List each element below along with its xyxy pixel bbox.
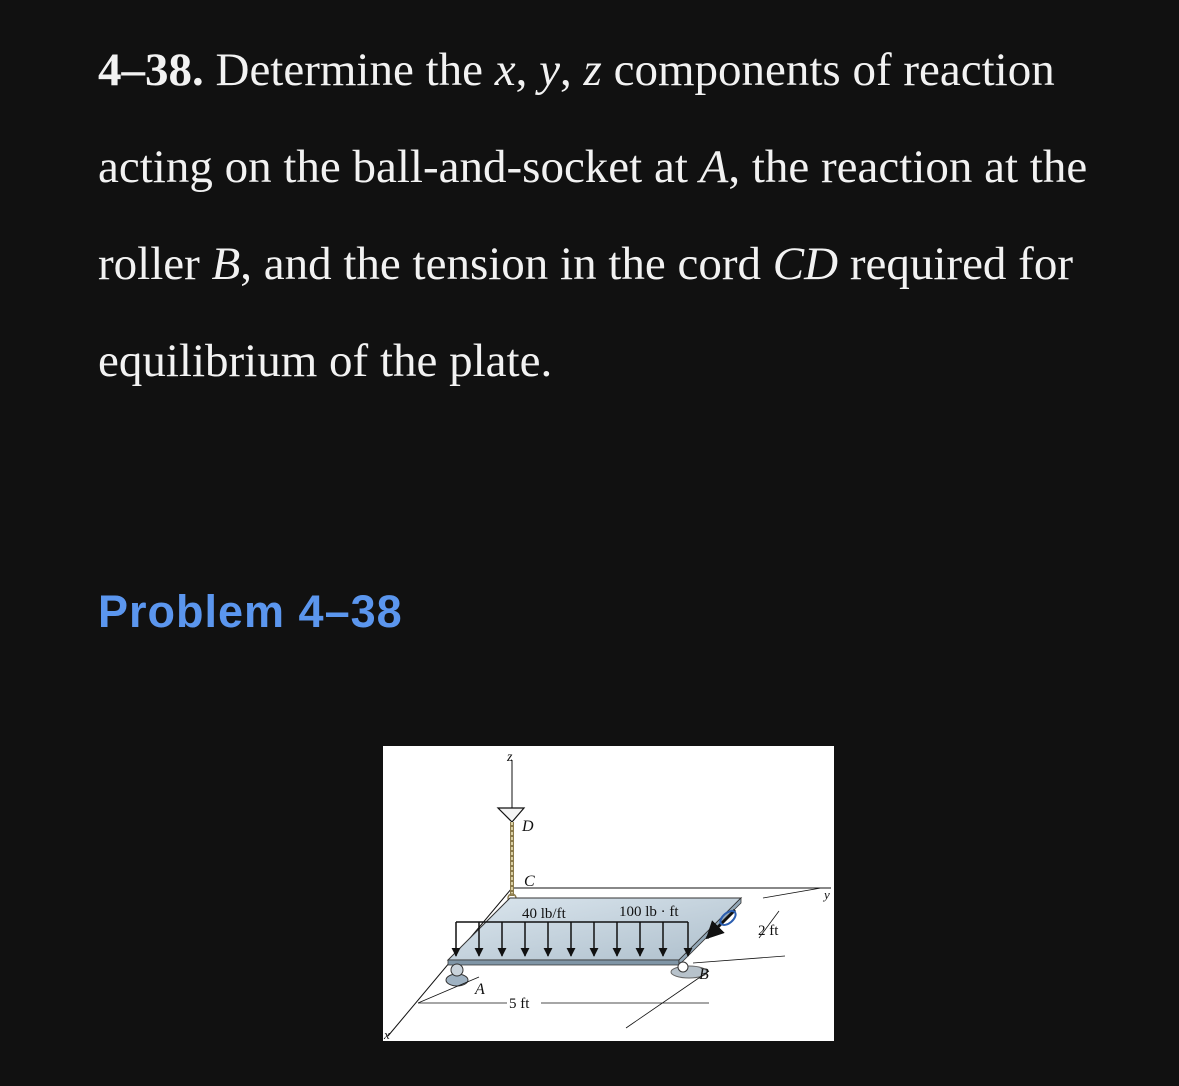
problem-heading: Problem 4–38: [98, 586, 403, 637]
problem-number: 4–38.: [98, 44, 204, 96]
label-5ft: 5 ft: [509, 996, 530, 1012]
problem-text-1: Determine the: [203, 44, 495, 96]
problem-figure: [383, 746, 834, 1041]
var-CD: CD: [772, 238, 839, 290]
problem-text-5: required for equilibrium of the plate.: [98, 238, 1073, 387]
dim-ext-right: [626, 971, 709, 1028]
var-y: y: [539, 44, 561, 96]
label-load: 40 lb/ft: [522, 906, 566, 922]
var-A: A: [699, 141, 729, 193]
comma-2: ,: [560, 44, 584, 96]
var-B: B: [211, 238, 241, 290]
problem-text-4: , and the tension in the cord: [240, 238, 773, 290]
ceiling-support: [498, 808, 524, 822]
problem-statement: [98, 22, 1138, 410]
problem-text-3: , the reaction at the roller: [98, 141, 1088, 290]
label-d: D: [522, 818, 534, 835]
dim-ext-top: [763, 888, 821, 898]
label-y: y: [824, 887, 830, 902]
plate-edge: [448, 960, 679, 965]
comma-1: ,: [515, 44, 540, 96]
ball-joint-icon: [451, 964, 463, 976]
label-a: A: [475, 981, 485, 998]
label-2ft: 2 ft: [758, 923, 779, 939]
label-c: C: [524, 873, 535, 890]
dim-ext-bottom: [693, 956, 785, 963]
var-z: z: [583, 44, 602, 96]
problem-text-2: components of reaction acting on the ball-and-socket at: [98, 44, 1055, 193]
label-b: B: [699, 966, 709, 983]
label-moment: 100 lb · ft: [619, 904, 679, 920]
label-x: x: [384, 1027, 390, 1041]
label-z: z: [507, 750, 513, 765]
plate-diagram: [383, 746, 834, 1041]
roller-icon: [678, 962, 688, 972]
var-x: x: [494, 44, 516, 96]
